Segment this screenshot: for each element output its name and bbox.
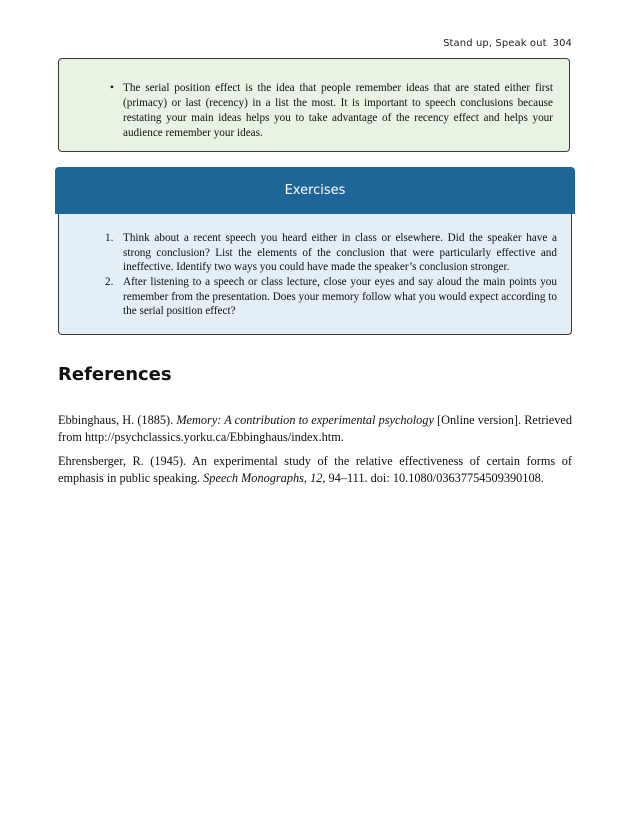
exercise-number: 2. [105, 276, 114, 288]
takeaway-item [110, 81, 553, 141]
exercise-item [105, 275, 557, 319]
reference-journal: Speech Monographs [203, 471, 304, 485]
reference-title: An experimental study of the relative effectiveness of certain forms of emphasis in public speaking. [58, 454, 572, 485]
exercise-text: After listening to a speech or class lecture, close your eyes and say aloud the main points you remember from the presentation. Does your memory follow what you would expect according to the serial position effect? [123, 276, 557, 318]
exercise-item [105, 231, 557, 275]
reference-rest: , 94–111. doi: 10.1080/03637754509390108. [322, 471, 544, 485]
reference-volume: 12 [310, 471, 323, 485]
bullet-icon: • [110, 82, 114, 94]
running-header [443, 38, 572, 49]
reference-comma: , [303, 471, 307, 485]
reference-author-year: Ebbinghaus, H. (1885). [58, 413, 174, 427]
page-number: 304 [552, 38, 572, 49]
reference-author-year: Ehrensberger, R. (1945). [58, 454, 187, 468]
reference-entry [58, 412, 572, 446]
takeaway-text: The serial position effect is the idea that people remember ideas that are stated either first (primacy) or last (recency) in a list the most. It is important to speech conclusions because restating your main ideas helps you to take advantage of the recency effect and helps your audience remember your ideas. [123, 82, 553, 139]
exercise-text: Think about a recent speech you heard either in class or elsewhere. Did the speaker have a strong conclusion? List the elements of the conclusion that were particularly effective and ineffective. Identify two ways you could have made the speaker’s conclusion stronger. [123, 232, 557, 274]
reference-title: Memory: A contribution to experimental psychology [176, 413, 434, 427]
exercise-number: 1. [105, 232, 114, 244]
references-heading: References [58, 364, 172, 385]
reference-rest: [Online version]. Retrieved from http://psychclassics.yorku.ca/Ebbinghaus/index.htm. [58, 413, 572, 444]
book-title: Stand up, Speak out [443, 38, 547, 49]
exercises-body [58, 214, 572, 335]
reference-entry [58, 453, 572, 487]
key-takeaways-box [58, 58, 570, 152]
exercises-header [55, 167, 575, 214]
exercises-title: Exercises [284, 183, 346, 198]
